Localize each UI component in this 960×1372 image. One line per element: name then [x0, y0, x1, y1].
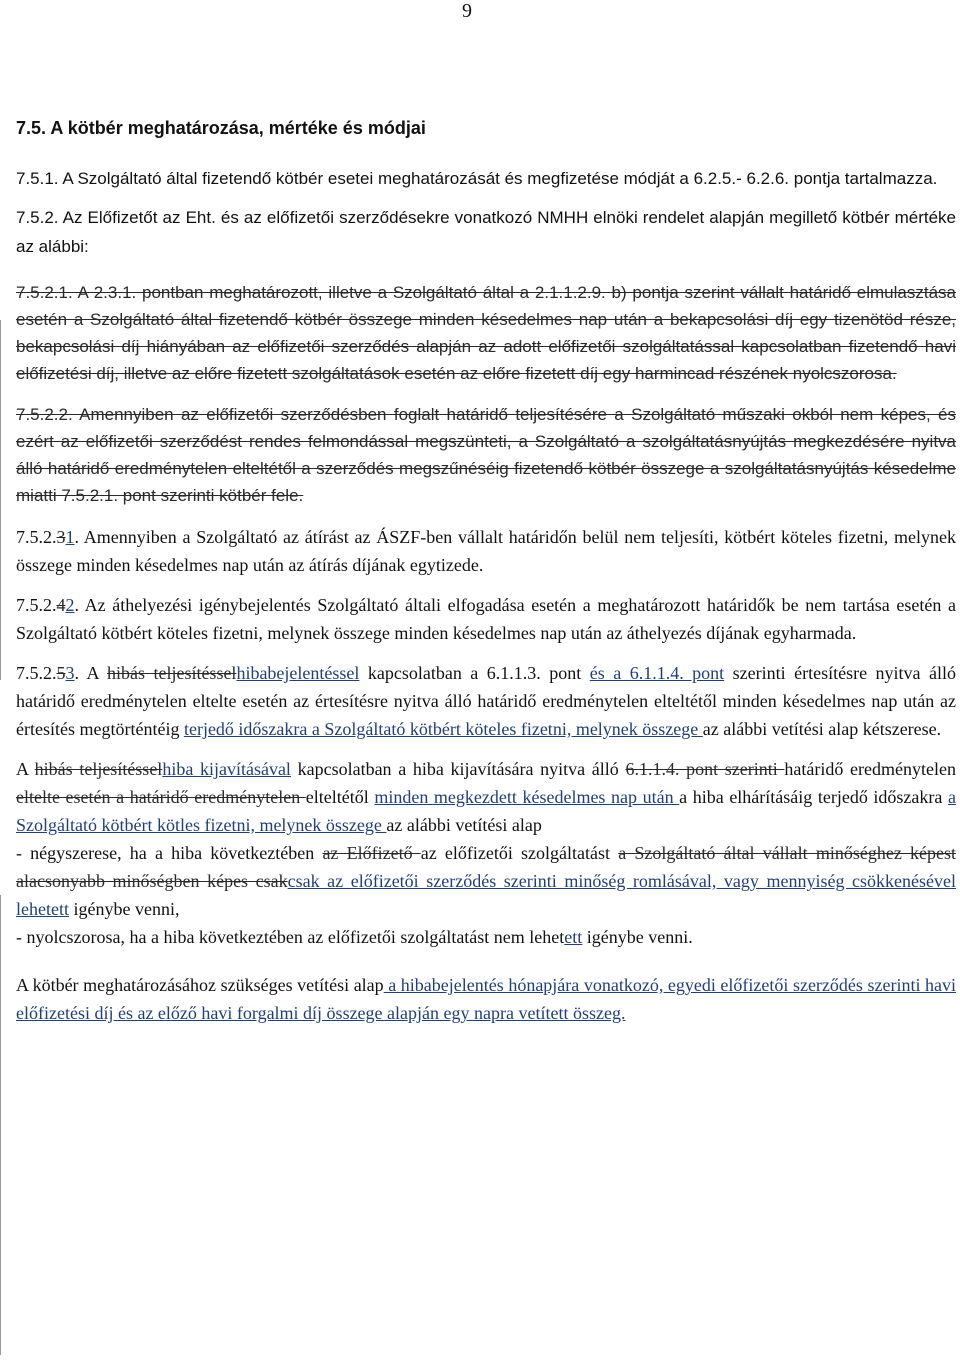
deleted-text: 6.1.1.4. pont szerinti [625, 759, 785, 779]
inserted-text: és a 6.1.1.4. pont [589, 663, 725, 683]
paragraph-7-5-2: 7.5.2. Az Előfizetőt az Eht. és az előfizetői szerződésekre vonatkozó NMHH elnöki rendelet alapján megillető kötbér mértéke az alábbi: [16, 208, 956, 256]
paragraph-7-5-2-4 [16, 591, 956, 647]
paragraph-text: - nyolcszorosa, ha a hiba következtében az előfizetői szolgáltatást nem lehet [16, 927, 565, 947]
inserted-text: 2 [65, 595, 75, 615]
paragraph-text: - négyszerese, ha a hiba következtében [16, 843, 323, 863]
paragraph-text: az előfizetői szolgáltatást [420, 843, 619, 863]
inserted-text: 1 [65, 527, 75, 547]
inserted-text: minden megkezdett késedelmes nap után [374, 787, 680, 807]
inserted-text: a hibabejelentés hónapjára vonatkozó, egyedi előfizetői szerződés szerinti havi előfizetési díj és az előző havi forgalmi díj összege alapján egy napra vetített összeg. [16, 975, 957, 1023]
paragraph-text: A kötbér meghatározásához szükséges vetítési alap [16, 975, 384, 995]
deleted-paragraph-7-5-2-2: 7.5.2.2. Amennyiben az előfizetői szerződésben foglalt határidő teljesítésére a Szolgáltató műszaki okból nem képes, és ezért az előfizetői szerződést rendes felmondással megszünteti, a Szolgáltató a szolgáltatásnyújtás megkezdésére nyitva álló határidő eredménytelen elteltétől a szerződés megszűnéséig fizetendő kötbér összege a szolgáltatásnyújtás késedelme miatti 7.5.2.1. pont szerinti kötbér fele. [16, 405, 956, 505]
deleted-text: 5 [56, 663, 66, 683]
paragraph-text: . Amennyiben a Szolgáltató az átírást az ÁSZF-ben vállalt határidőn belül nem teljesíti, kötbért köteles fizetni, melynek összege minden késedelmes nap után az átírás díjának egytizede. [16, 527, 956, 575]
deleted-text: 4 [56, 595, 66, 615]
clause-number: 7.5.2. [16, 595, 57, 615]
paragraph-7-5-2-3 [16, 523, 956, 579]
paragraph-text: a hiba elhárításáig terjedő időszakra [679, 787, 948, 807]
deleted-paragraph-7-5-2-1: 7.5.2.1. A 2.3.1. pontban meghatározott, illetve a Szolgáltató által a 2.1.1.2.9. b) pontja szerint vállalt határidő elmulasztása esetén a Szolgáltató által fizetendő kötbér összege minden késedelmes nap után a bekapcsolási díj egy tizenötöd része, bekapcsolási díj hiányában az előfizetői szerződés alapján az adott előfizetői szolgáltatással kapcsolatban fizetendő havi előfizetési díj, illetve az előre fizetett szolgáltatások esetén az előre fizetett díj egy harmincad részének nyolcszorosa. [16, 283, 956, 383]
inserted-text: a Szolgáltató kötbért kötles fizetni, melynek összege [16, 787, 956, 835]
deleted-text: eltelte esetén a határidő eredménytelen [16, 787, 306, 807]
paragraph-7-5-1: 7.5.1. A Szolgáltató által fizetendő kötbér esetei meghatározását és megfizetése módját a 6.2.5.- 6.2.6. pontja tartalmazza. [16, 169, 938, 188]
paragraph-7-5-2-5 [16, 659, 956, 743]
paragraph-text: . Az áthelyezési igénybejelentés Szolgáltató általi elfogadása esetén a meghatározott határidők be nem tartása esetén a Szolgáltató kötbért köteles fizetni, melynek összege minden késedelmes nap után az áthelyezés díjának egyharmada. [16, 595, 956, 643]
revision-bar [0, 320, 1, 680]
deleted-text: az Előfizető [322, 843, 421, 863]
page-number: 9 [462, 0, 472, 22]
deleted-text: hibás teljesítéssel [106, 663, 237, 683]
section-heading: 7.5. A kötbér meghatározása, mértéke és módjai [16, 118, 426, 138]
paragraph-text: igénybe venni. [582, 927, 693, 947]
paragraph-text: elteltétől [305, 787, 375, 807]
inserted-text: terjedő időszakra a Szolgáltató kötbért köteles fizetni, melynek összege [183, 719, 703, 739]
clause-number: 7.5.2. [16, 527, 57, 547]
paragraph-text: . A [74, 663, 107, 683]
list-item-negyszerese [16, 839, 956, 923]
clause-number: 7.5.2. [16, 663, 57, 683]
paragraph-text: határidő eredménytelen [784, 759, 956, 779]
paragraph-text: igénybe venni, [68, 899, 180, 919]
deleted-text: hibás teljesítéssel [34, 759, 163, 779]
paragraph-text: szerinti értesítésre nyitva álló határidő eredménytelen eltelte esetén az értesítésre nyitva álló határidő eredménytelen elteltétől minden késedelmes nap után az értesítés megtörténtéig [16, 663, 957, 739]
paragraph-text: az alábbi vetítési alap kétszerese. [702, 719, 942, 739]
paragraph-vetitesi-alap [16, 971, 956, 1027]
inserted-text: hiba kijavításával [162, 759, 291, 779]
paragraph-text: az alábbi vetítési alap [386, 815, 542, 835]
paragraph-hiba-kijavitas [16, 755, 956, 839]
paragraph-text: kapcsolatban a hiba kijavítására nyitva álló [290, 759, 626, 779]
inserted-text: ett [564, 927, 583, 947]
list-item-nyolcszorosa [16, 923, 956, 951]
document-body [16, 116, 956, 1039]
inserted-text: csak az előfizetői szerződés szerinti minőség romlásával, vagy mennyiség csökkenésével lehetett [16, 871, 956, 919]
revision-bar [0, 895, 1, 1355]
inserted-text: 3 [65, 663, 75, 683]
paragraph-text: kapcsolatban a 6.1.1.3. pont [359, 663, 590, 683]
paragraph-text: A [16, 759, 35, 779]
inserted-text: hibabejelentéssel [236, 663, 360, 683]
deleted-text: a Szolgáltató által vállalt minőséghez képest alacsonyabb minőségben képes csak [16, 843, 956, 891]
deleted-text: 3 [56, 527, 66, 547]
